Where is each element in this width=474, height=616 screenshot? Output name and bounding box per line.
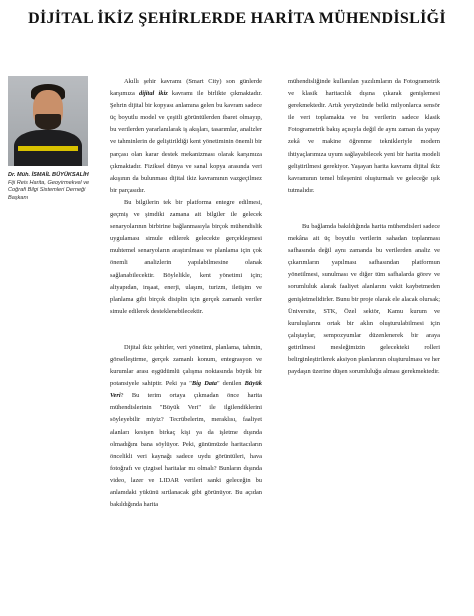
author-name: Dr. Müh. İSMAİL BÜYÜKSALİH (8, 172, 89, 178)
paragraph: Dijital ikiz şehirler, veri yönetimi, planlama, tahmin, görselleştirme, gerçek zamanlı konum, entegrasyon ve kurumlar arası eşgüdümlü çalışma noktasında büyük bir potansiyele sahiptir. Peki ya "Big Data" denilen Büyük Veri? Bu terim ortaya çıkmadan önce harita mühendislerinin "Büyük Veri" ile ilgilendiklerini söyleyebilir miyiz? Tecrübelerim, meraklısı, faaliyet alanları kesişen birkaç kişi ya da işletme dışında olmadığını bana söylüyor. Peki, günümüzde haritacıların öncelikli veri kaynağı sadece uydu görüntüleri, hava fotoğrafı ve çizgisel haritalar mı olmalı? Bunların dışında video, lazer ve LIDAR verileri sanki geleceğin bu anlamdaki yükünü sırtlanacak gibi görünüyor. Bu açıdan bakıldığında harita (110, 343, 262, 509)
article-title: DİJİTAL İKİZ ŞEHİRLERDE HARİTA MÜHENDİSLİĞİ (28, 10, 446, 27)
author-caption (8, 172, 94, 202)
author-photo (8, 76, 88, 166)
paragraph: Bu bağlamda bakıldığında harita mühendisleri sadece mekâna ait üç boyutlu verilerin sahadan toplanması safhasında değil aynı zamanda bu verilerden analiz ve çıkarımların yapılması safhasından platformun yönetilmesi, sunulması ve diğer tüm safhalarda görev ve sorumluluk alarak faaliyet alanlarını vakit kaybetmeden genişletmelidirler. Bunu bir proje olarak ele alacak olursak; Üniversite, STK, Özel sektör, Kamu kurum ve kuruluşlarını ortak bir aklın oluşturulabilmesi için çalıştaylar, sempozyumlar düzenlenerek bir araya getirilmesi mesleğimizin gelecekteki rolleri belirginleştirilerek aksiyon planlarının oluşturulması ve her paydaşın üzerine düşen sorumluluğu alması gerekmektedir. (288, 222, 440, 376)
paragraph: mühendisliğinde kullanılan yazılımların da Fotogrametrik ve klasik haritacılık dışına çıkarak genişlemesi gerekmektedir. Artık yeryüzünde belki milyonlarca sensör ile veri toplamakta ve bu verilerin sadece klasik Fotogrametrik bakış açısıyla değil de aynı zaman da yapay zekâ ve makine öğrenme teknikleriyle modern ihtiyaçlarımıza uyum sağlayabilecek yeni bir harita modeli geliştirilmesi gerekiyor. Yaşayan harita kavramı dijital ikiz kavramının temel bileşenini oluşturmalı ve geleceğe ışık tutmalıdır. (288, 78, 440, 194)
author-role: Fiji Reis Harita, Geoyirmekvel ve Coğrafi Bilgi Sistemleri Derneği Başkanı (8, 179, 90, 201)
paragraph: Bu bilgilerin tek bir platforma entegre edilmesi, geçmiş ve şimdiki zamana ait bilgiler ile gelecek senaryolarının birbirine bağlanmasıyla birçok mühendislik uygulaması simule edilerek gelecekte gerçekleşmesi muhtemel senaryoların araştırılması ve planlama için çok önemli analizlerin yapılabilmesine olanak sağlanabilecektir. Böylelikle, kent yönetimi için; altyapıdan, inşaat, enerji, ulaşım, turizm, iletişim ve planlama gibi birçok disiplin için gerçek zamanlı veriler simule edilerek desteklenebilecektir. (110, 198, 262, 315)
paragraph: Akıllı şehir kavramı (Smart City) son günlerde karşımıza dijital ikiz kavramı ile birlikte çıkmaktadır. Şehrin dijital bir kopyası anlamına gelen bu kavram sadece üç boyutlu model ve çeşitli görüntülerden ibaret olmayıp, bu verilerden yararlanılarak iş akışları, tasarımlar, analizler ve tahminlerin de geliştirildiği kent yönetiminin önemli bir parçası olan karar destek mekanizması olarak karşımıza çıkmaktadır. Fiziksel dünya ve sanal kopya arasında veri akışının da bulunması dijital ikiz kavramının vazgeçilmez bir parçasıdır. (110, 78, 262, 194)
article-column-right (288, 76, 440, 378)
article-column-left (110, 76, 262, 511)
